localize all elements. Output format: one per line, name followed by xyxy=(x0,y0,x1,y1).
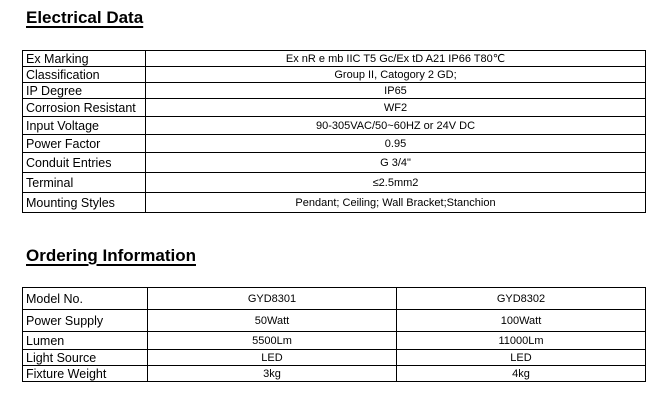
table-row-ip-degree xyxy=(23,83,646,99)
row-value: ≤2.5mm2 xyxy=(146,173,646,193)
row-value-gyd8302: 100Watt xyxy=(397,310,646,332)
table-row-classification xyxy=(23,67,646,83)
row-value-gyd8302: GYD8302 xyxy=(397,288,646,310)
table-row-ex-marking xyxy=(23,51,646,67)
row-value-gyd8301: 50Watt xyxy=(148,310,397,332)
row-value: 0.95 xyxy=(146,135,646,153)
table-row-power-supply xyxy=(23,310,646,332)
row-label: Conduit Entries xyxy=(23,153,146,173)
table-row-terminal xyxy=(23,173,646,193)
row-value-gyd8301: GYD8301 xyxy=(148,288,397,310)
row-value-gyd8301: 5500Lm xyxy=(148,332,397,350)
table-row-power-factor xyxy=(23,135,646,153)
row-value: Ex nR e mb IIC T5 Gc/Ex tD A21 IP66 T80℃ xyxy=(146,51,646,67)
ordering-information-heading: Ordering Information xyxy=(26,246,196,265)
electrical-data-heading: Electrical Data xyxy=(26,8,144,27)
row-label: Power Supply xyxy=(23,310,148,332)
row-value: IP65 xyxy=(146,83,646,99)
row-label: Power Factor xyxy=(23,135,146,153)
row-label: IP Degree xyxy=(23,83,146,99)
row-value: Group II, Catogory 2 GD; xyxy=(146,67,646,83)
row-label: Ex Marking xyxy=(23,51,146,67)
row-label: Mounting Styles xyxy=(23,193,146,213)
row-value-gyd8301: LED xyxy=(148,350,397,366)
row-value: G 3/4" xyxy=(146,153,646,173)
row-value-gyd8302: LED xyxy=(397,350,646,366)
row-label: Model No. xyxy=(23,288,148,310)
row-label: Light Source xyxy=(23,350,148,366)
row-value: Pendant; Ceiling; Wall Bracket;Stanchion xyxy=(146,193,646,213)
table-row-fixture-weight xyxy=(23,366,646,382)
row-value-gyd8301: 3kg xyxy=(148,366,397,382)
row-value-gyd8302: 4kg xyxy=(397,366,646,382)
row-label: Classification xyxy=(23,67,146,83)
row-label: Terminal xyxy=(23,173,146,193)
table-row-light-source xyxy=(23,350,646,366)
table-row-conduit-entries xyxy=(23,153,646,173)
row-label: Fixture Weight xyxy=(23,366,148,382)
row-value: WF2 xyxy=(146,99,646,117)
row-value: 90-305VAC/50~60HZ or 24V DC xyxy=(146,117,646,135)
table-row-mounting-styles xyxy=(23,193,646,213)
row-label: Input Voltage xyxy=(23,117,146,135)
row-label: Lumen xyxy=(23,332,148,350)
row-label: Corrosion Resistant xyxy=(23,99,146,117)
ordering-information-table xyxy=(22,287,646,382)
row-value-gyd8302: 11000Lm xyxy=(397,332,646,350)
table-row-model-no xyxy=(23,288,646,310)
table-row-corrosion-resistant xyxy=(23,99,646,117)
electrical-data-table xyxy=(22,50,646,213)
table-row-lumen xyxy=(23,332,646,350)
table-row-input-voltage xyxy=(23,117,646,135)
